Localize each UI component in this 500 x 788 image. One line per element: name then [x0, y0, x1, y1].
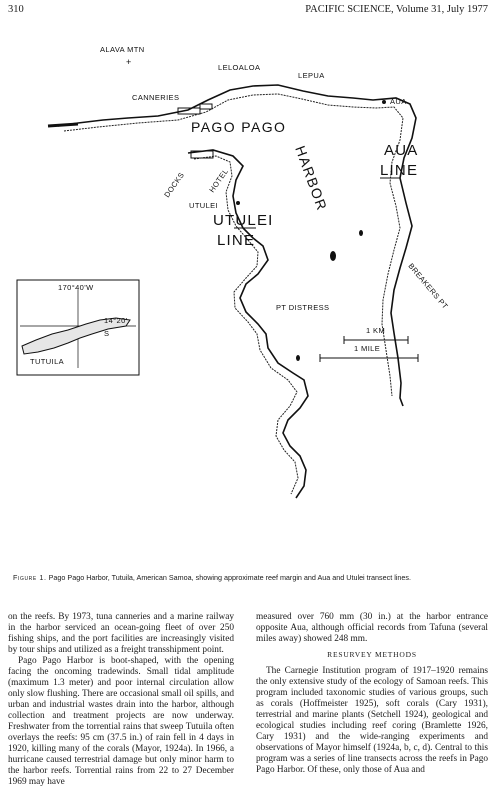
label-harbor-2: HARBOR [292, 143, 331, 214]
inset-longitude: 170°40'W [58, 283, 94, 292]
paragraph: Pago Pago Harbor is boot-shaped, with the opening facing the oncoming tradewinds. Small tidal amplitude (maximum 1.3 meter) and poor internal circulation allow only slow flushing. There are occasional small oil spills, and urban and industrial wastes drain into the harbor, although collection and treatment projects are now underway. Freshwater from the torrential rains that sweep Tutuila often overlays the reefs: 95 cm (37.5 in.) of rain fell in 4 days in 1920, killing many of the corals (Mayor, 1924a). In 1966, a hurricane caused terrestrial damage but only minor harm to the harbor reefs. Torrential rains from 22 to 27 December 1969 may have [8, 656, 234, 787]
paragraph: The Carnegie Institution program of 1917–1920 remains the only extensive study of the ecology of Samoan reefs. This program included taxonomic studies of various groups, such as corals (Hoffmeister 1925), soft corals (Cary 1931), terrestrial and marine plants (Setchell 1924), geological and ecological studies including reef coring (Bramlette 1926, Cary 1931) and the wide-ranging experiments and observations of Mayor himself (1924a, b, c, d). Central to this program was a series of line transects across the reefs in Pago Pago Harbor. Of these, only those of Aua and [256, 666, 488, 775]
page-number: 310 [8, 4, 24, 15]
page-header [8, 4, 488, 20]
body-column-right [256, 612, 488, 776]
label-harbor-1: PAGO PAGO [191, 119, 287, 135]
aua-point [382, 100, 386, 104]
label-leloaloa: LELOALOA [218, 63, 261, 72]
label-utulei: UTULEI [189, 201, 219, 210]
harbor-map [8, 28, 492, 568]
reef-patch [330, 251, 336, 261]
figure-caption-text: Pago Pago Harbor, Tutuila, American Samoa, showing approximate reef margin and Aua and Utulei transect lines. [48, 573, 411, 582]
inset-south: S [104, 329, 110, 338]
scale-km-label: 1 KM [366, 326, 386, 335]
label-distress: PT DISTRESS [276, 303, 330, 312]
inset-map [17, 280, 139, 375]
reef-patch [296, 355, 300, 361]
label-canneries: CANNERIES [132, 93, 180, 102]
airport-strip [48, 124, 78, 126]
label-aua-line-2: LINE [380, 162, 419, 179]
inset-island: TUTUILA [30, 357, 65, 366]
inset-latitude: 14°20' [104, 316, 128, 325]
scale-bar-km [344, 326, 408, 344]
figure-label: Figure 1. [13, 573, 47, 582]
alava-marker: + [126, 57, 132, 67]
section-heading: RESURVEY METHODS [327, 650, 417, 659]
label-aua-village: AUA [390, 97, 407, 106]
label-lepua: LEPUA [298, 71, 325, 80]
reef-patch [359, 230, 363, 236]
label-aua-line-1: AUA [384, 142, 419, 159]
figure-caption [13, 573, 488, 583]
cannery-dock-2 [200, 104, 212, 109]
scale-mile-label: 1 MILE [354, 344, 381, 353]
label-breakers: BREAKERS PT [406, 261, 450, 311]
utulei-point [236, 201, 240, 205]
paragraph: measured over 760 mm (30 in.) at the harbor entrance opposite Aua, although official records from Tafuna (several miles away) showed 248 mm. [256, 612, 488, 644]
label-alava: ALAVA MTN [100, 45, 145, 54]
label-docks: DOCKS [162, 170, 187, 200]
running-head: PACIFIC SCIENCE, Volume 31, July 1977 [305, 4, 488, 15]
scale-bar-mile [320, 344, 418, 362]
paragraph: on the reefs. By 1973, tuna canneries and a marine railway in the harbor serviced an ocean-going fleet of over 250 fishing ships, and the port facilities are increasingly visited by tour ships and utilized as a freight transshipment point. [8, 612, 234, 655]
label-utulei-line-2: LINE [217, 232, 256, 249]
label-hotel: HOTEL [207, 166, 231, 195]
body-column-left [8, 612, 234, 788]
label-utulei-line-1: UTULEI [213, 212, 274, 229]
